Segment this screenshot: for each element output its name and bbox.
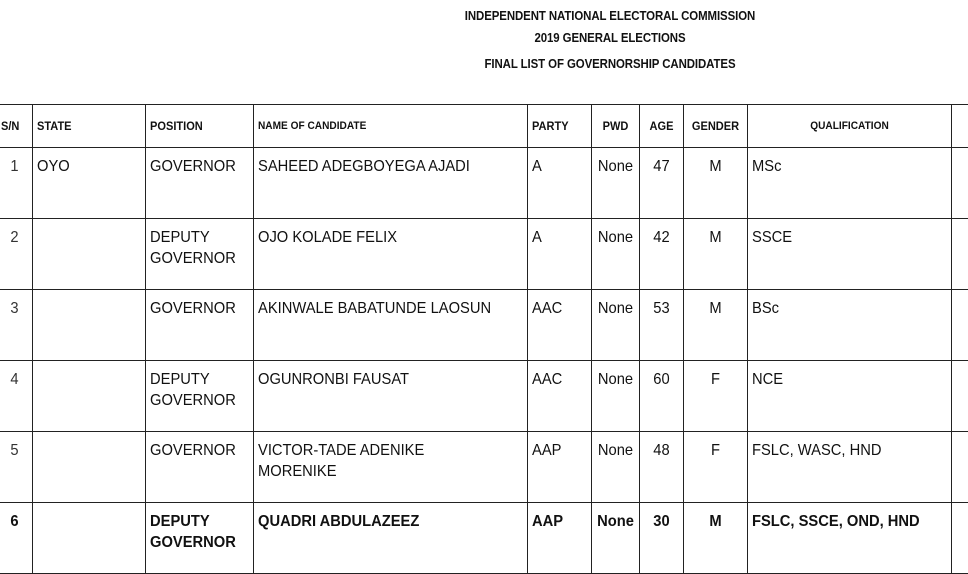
column-header-pwd: PWD xyxy=(592,105,640,148)
cell-sn: 3 xyxy=(0,290,33,361)
cell-state xyxy=(33,219,146,290)
cell-pwd: None xyxy=(592,503,640,574)
column-header-qualification: QUALIFICATION xyxy=(748,105,952,148)
column-header-gender: GENDER xyxy=(684,105,748,148)
cell-gender: M xyxy=(684,148,748,219)
column-header-extra xyxy=(952,105,968,148)
cell-position: GOVERNOR xyxy=(146,290,254,361)
cell-qualification: FSLC, SSCE, OND, HND xyxy=(748,503,952,574)
cell-candidate-name: VICTOR-TADE ADENIKE MORENIKE xyxy=(254,432,528,503)
table-header-row xyxy=(0,105,968,148)
cell-sn: 5 xyxy=(0,432,33,503)
table-row xyxy=(0,432,968,503)
cell-gender: M xyxy=(684,503,748,574)
table-row xyxy=(0,503,968,574)
cell-position: GOVERNOR xyxy=(146,148,254,219)
cell-state xyxy=(33,432,146,503)
cell-qualification: NCE xyxy=(748,361,952,432)
cell-age: 60 xyxy=(640,361,684,432)
cell-party: AAP xyxy=(528,432,592,503)
cell-gender: F xyxy=(684,432,748,503)
cell-position: GOVERNOR xyxy=(146,432,254,503)
cell-age: 47 xyxy=(640,148,684,219)
cell-qualification: FSLC, WASC, HND xyxy=(748,432,952,503)
column-header-party: PARTY xyxy=(528,105,592,148)
cell-candidate-name: OJO KOLADE FELIX xyxy=(254,219,528,290)
cell-position: DEPUTY GOVERNOR xyxy=(146,219,254,290)
cell-pwd: None xyxy=(592,148,640,219)
cell-party: A xyxy=(528,219,592,290)
cell-position: DEPUTY GOVERNOR xyxy=(146,503,254,574)
cell-pwd: None xyxy=(592,432,640,503)
cell-state xyxy=(33,503,146,574)
cell-pwd: None xyxy=(592,290,640,361)
cell-pwd: None xyxy=(592,361,640,432)
cell-extra xyxy=(952,290,968,361)
cell-sn: 2 xyxy=(0,219,33,290)
candidates-table xyxy=(0,104,968,574)
cell-state xyxy=(33,290,146,361)
cell-extra xyxy=(952,219,968,290)
cell-extra xyxy=(952,432,968,503)
cell-candidate-name: SAHEED ADEGBOYEGA AJADI xyxy=(254,148,528,219)
cell-gender: M xyxy=(684,290,748,361)
column-header-age: AGE xyxy=(640,105,684,148)
cell-qualification: SSCE xyxy=(748,219,952,290)
cell-age: 42 xyxy=(640,219,684,290)
election-title: 2019 GENERAL ELECTIONS xyxy=(390,30,830,45)
cell-sn: 1 xyxy=(0,148,33,219)
cell-gender: M xyxy=(684,219,748,290)
cell-state: OYO xyxy=(33,148,146,219)
cell-sn: 4 xyxy=(0,361,33,432)
cell-age: 48 xyxy=(640,432,684,503)
list-title: FINAL LIST OF GOVERNORSHIP CANDIDATES xyxy=(390,56,830,71)
cell-age: 53 xyxy=(640,290,684,361)
cell-extra xyxy=(952,503,968,574)
column-header-position: POSITION xyxy=(146,105,254,148)
cell-party: AAP xyxy=(528,503,592,574)
cell-qualification: BSc xyxy=(748,290,952,361)
column-header-name: NAME OF CANDIDATE xyxy=(254,105,528,148)
document-header xyxy=(0,0,968,100)
cell-position: DEPUTY GOVERNOR xyxy=(146,361,254,432)
cell-party: AAC xyxy=(528,290,592,361)
column-header-sn: S/N xyxy=(0,105,33,148)
cell-age: 30 xyxy=(640,503,684,574)
cell-party: AAC xyxy=(528,361,592,432)
cell-party: A xyxy=(528,148,592,219)
cell-qualification: MSc xyxy=(748,148,952,219)
column-header-state: STATE xyxy=(33,105,146,148)
cell-pwd: None xyxy=(592,219,640,290)
cell-gender: F xyxy=(684,361,748,432)
cell-sn: 6 xyxy=(0,503,33,574)
commission-title: INDEPENDENT NATIONAL ELECTORAL COMMISSION xyxy=(390,8,830,23)
cell-candidate-name: AKINWALE BABATUNDE LAOSUN xyxy=(254,290,528,361)
table-row xyxy=(0,219,968,290)
table-row xyxy=(0,361,968,432)
table-row xyxy=(0,148,968,219)
cell-extra xyxy=(952,148,968,219)
cell-state xyxy=(33,361,146,432)
cell-candidate-name: QUADRI ABDULAZEEZ xyxy=(254,503,528,574)
table-row xyxy=(0,290,968,361)
cell-candidate-name: OGUNRONBI FAUSAT xyxy=(254,361,528,432)
cell-extra xyxy=(952,361,968,432)
